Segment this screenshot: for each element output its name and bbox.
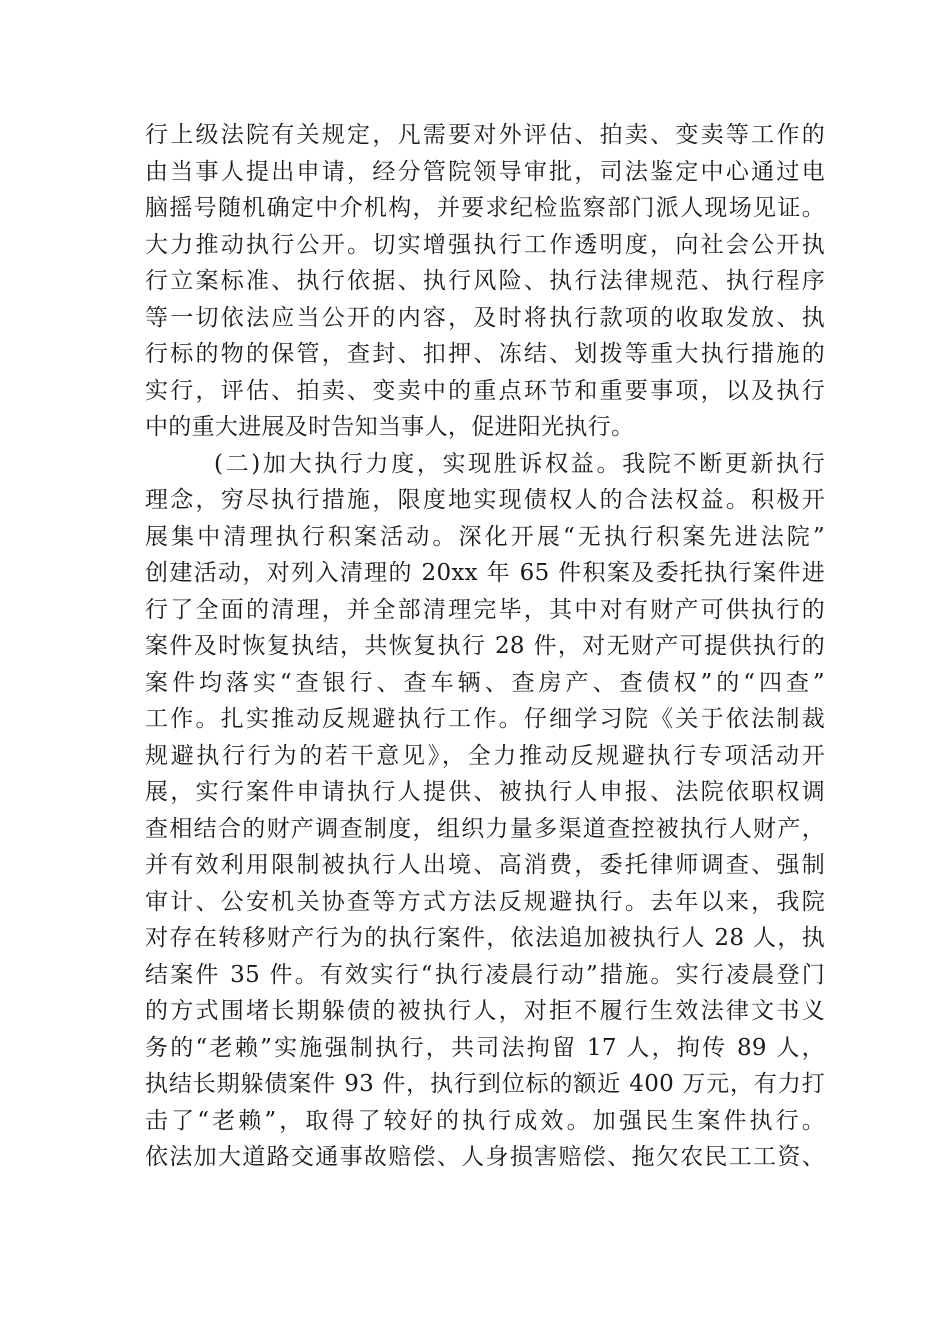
- text-line: 中的重大进展及时告知当事人，促进阳光执行。: [145, 414, 635, 440]
- text-line: 展集中清理执行积案活动。深化开展“无执行积案先进法院”: [145, 523, 825, 550]
- text-line: 创建活动，对列入清理的 20xx 年 65 件积案及委托执行案件进: [145, 560, 825, 586]
- text-line: 案件均落实“查银行、查车辆、查房产、查债权”的“四查”: [145, 669, 825, 696]
- text-line: 大力推动执行公开。切实增强执行工作透明度，向社会公开执: [145, 231, 825, 258]
- text-line: 脑摇号随机确定中介机构，并要求纪检监察部门派人现场见证。: [145, 195, 825, 221]
- body-text: [145, 117, 825, 1176]
- text-line: 查相结合的财产调查制度，组织力量多渠道查控被执行人财产，: [145, 815, 825, 842]
- text-line: 依法加大道路交通事故赔偿、人身损害赔偿、拖欠农民工工资、: [145, 1144, 825, 1170]
- text-line: 展，实行案件申请执行人提供、被执行人申报、法院依职权调: [145, 779, 825, 805]
- text-line: 行标的物的保管，查封、扣押、冻结、划拨等重大执行措施的: [145, 341, 825, 367]
- text-line: 规避执行行为的若干意见》，全力推动反规避执行专项活动开: [145, 742, 825, 769]
- text-line: 的方式围堵长期躲债的被执行人，对拒不履行生效法律文书义: [145, 998, 825, 1024]
- text-line: 实行，评估、拍卖、变卖中的重点环节和重要事项，以及执行: [145, 377, 825, 404]
- text-line: 务的“老赖”实施强制执行，共司法拘留 17 人，拘传 89 人，: [145, 1034, 825, 1061]
- text-line: 执结长期躲债案件 93 件，执行到位标的额近 400 万元，有力打: [145, 1071, 825, 1097]
- section-heading-line: (二)加大执行力度，实现胜诉权益。我院不断更新执行: [214, 450, 825, 477]
- text-line: 案件及时恢复执结，共恢复执行 28 件，对无财产可提供执行的: [145, 633, 825, 659]
- text-line: 行上级法院有关规定，凡需要对外评估、拍卖、变卖等工作的: [145, 122, 825, 148]
- text-line: 由当事人提出申请，经分管院领导审批，司法鉴定中心通过电: [145, 158, 825, 185]
- text-line: 工作。扎实推动反规避执行工作。仔细学习院《关于依法制裁: [145, 706, 825, 732]
- text-line: 等一切依法应当公开的内容，及时将执行款项的收取发放、执: [145, 304, 825, 331]
- text-line: 对存在转移财产行为的执行案件，依法追加被执行人 28 人，执: [145, 925, 825, 951]
- text-line: 理念，穷尽执行措施，限度地实现债权人的合法权益。积极开: [145, 487, 825, 513]
- text-line: 并有效利用限制被执行人出境、高消费，委托律师调查、强制: [145, 852, 825, 878]
- text-line: 行立案标准、执行依据、执行风险、执行法律规范、执行程序: [145, 268, 825, 294]
- text-line: 审计、公安机关协查等方式方法反规避执行。去年以来，我院: [145, 888, 825, 915]
- text-line: 行了全面的清理，并全部清理完毕，其中对有财产可供执行的: [145, 596, 825, 623]
- text-line: 结案件 35 件。有效实行“执行凌晨行动”措施。实行凌晨登门: [145, 961, 825, 988]
- text-line: 击了“老赖”，取得了较好的执行成效。加强民生案件执行。: [145, 1107, 825, 1134]
